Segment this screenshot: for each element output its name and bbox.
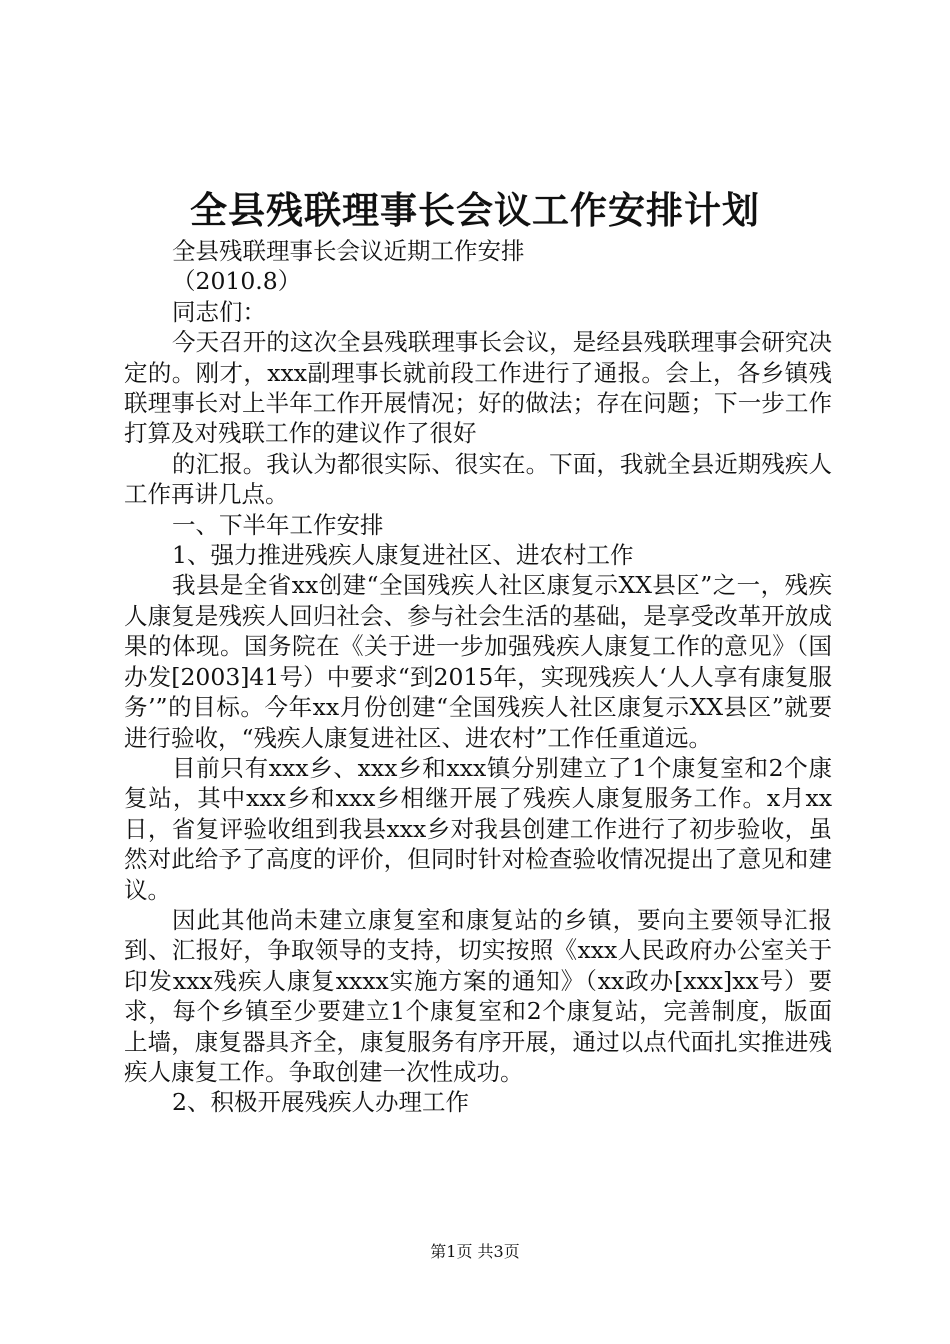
- salutation: 同志们：: [172, 297, 266, 326]
- document-title: 全县残联理事长会议工作安排计划: [190, 188, 760, 232]
- paragraph-continuation: 的汇报。我认为都很实际、很实在。下面，我就全县近期残疾人工作再讲几点。: [124, 449, 832, 509]
- document-body: [124, 236, 832, 1118]
- subsection-heading-1: 1、强力推进残疾人康复进社区、进农村工作: [172, 541, 634, 570]
- date-line: （2010.8）: [172, 267, 302, 296]
- paragraph-rehab-requirements: 因此其他尚未建立康复室和康复站的乡镇，要向主要领导汇报到、汇报好，争取领导的支持，切实按照《xxx人民政府办公室关于印发xxx残疾人康复xxxx实施方案的通知》（xx政办[xxx]xx号）要求，每个乡镇至少要建立1个康复室和2个康复站，完善制度，版面上墙，康复器具齐全，康复服务有序开展，通过以点代面扎实推进残疾人康复工作。争取创建一次性成功。: [124, 905, 832, 1086]
- page-footer: 第1页 共3页: [430, 1242, 520, 1261]
- paragraph-rehab-intro: 我县是全省xx创建“全国残疾人社区康复示XX县区”之一，残疾人康复是残疾人回归社会、参与社会生活的基础，是享受改革开放成果的体现。国务院在《关于进一步加强残疾人康复工作的意见》（国办发[2003]41号）中要求“到2015年，实现残疾人‘人人享有康复服务’”的目标。今年xx月份创建“全国残疾人社区康复示XX县区”就要进行验收，“残疾人康复进社区、进农村”工作任重道远。: [124, 571, 832, 752]
- subtitle: 全县残联理事长会议近期工作安排: [172, 237, 525, 265]
- paragraph-intro: 今天召开的这次全县残联理事长会议，是经县残联理事会研究决定的。刚才，xxx副理事长就前段工作进行了通报。会上，各乡镇残联理事长对上半年工作开展情况；好的做法；存在问题；下一步工作打算及对残联工作的建议作了很好: [124, 328, 832, 448]
- subsection-heading-2: 2、积极开展残疾人办理工作: [172, 1088, 469, 1117]
- section-heading: 一、下半年工作安排: [172, 510, 384, 539]
- paragraph-rehab-status: 目前只有xxx乡、xxx乡和xxx镇分别建立了1个康复室和2个康复站，其中xxx乡和xxx乡相继开展了残疾人康复服务工作。x月xx日，省复评验收组到我县xxx乡对我县创建工作进行了初步验收，虽然对此给予了高度的评价，但同时针对检查验收情况提出了意见和建议。: [124, 753, 832, 904]
